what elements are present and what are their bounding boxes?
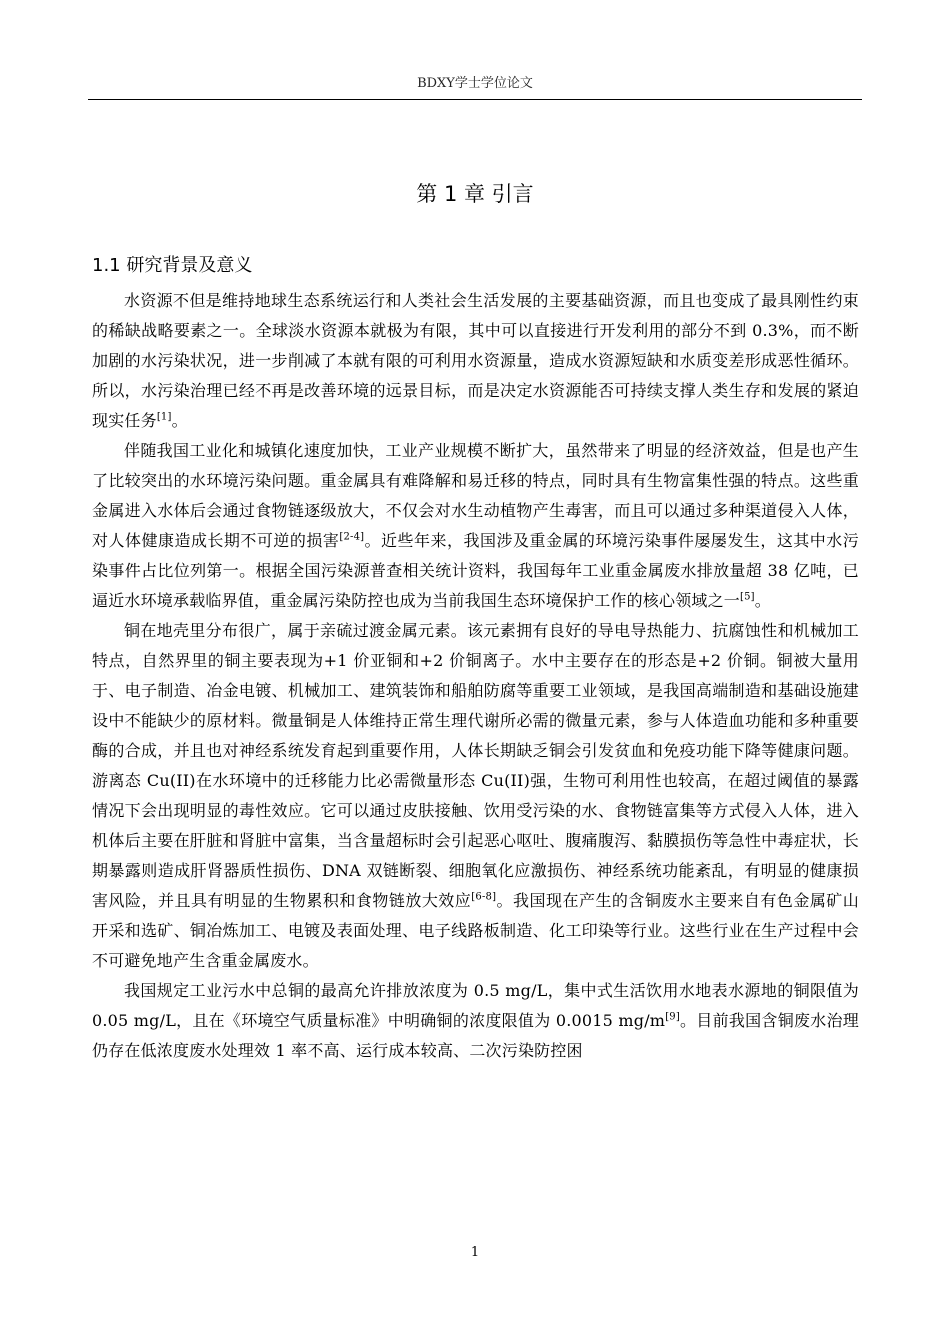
citation-ref: [2-4]: [339, 531, 365, 543]
paragraph-copper: [92, 616, 859, 976]
citation-ref: [5]: [740, 591, 755, 603]
page-header: BDXY学士学位论文: [417, 76, 533, 91]
page-number: 1: [470, 1245, 480, 1260]
body-text: [92, 286, 859, 1066]
paragraph-text: 铜在地壳里分布很广，属于亲硫过渡金属元素。该元素拥有良好的导电导热能力、抗腐蚀性和机械加工特点，自然界里的铜主要表现为+1 价亚铜和+2 价铜离子。水中主要存在的形态是+2 价铜。铜被大量用于、电子制造、冶金电镀、机械加工、建筑装饰和船舶防腐等重要工业领域，是我国高端制造和基础设施建设中不能缺少的原材料。微量铜是人体维持正常生理代谢所必需的微量元素，参与人体造血功能和多种重要酶的合成，并且也对神经系统发育起到重要作用，人体长期缺乏铜会引发贫血和免疫功能下降等健康问题。游离态 Cu(II)在水环境中的迁移能力比必需微量形态 Cu(II)强，生物可利用性也较高，在超过阈值的暴露情况下会出现明显的毒性效应。它可以通过皮肤接触、饮用受污染的水、食物链富集等方式侵入人体，进入机体后主要在肝脏和肾脏中富集，当含量超标时会引起恶心呕吐、腹痛腹泻、黏膜损伤等急性中毒症状，长期暴露则造成肝肾器质性损伤、DNA 双链断裂、细胞氧化应激损伤、神经系统功能紊乱，有明显的健康损害风险，并且具有明显的生物累积和食物链放大效应: [92, 621, 859, 910]
paragraph-text: 水资源不但是维持地球生态系统运行和人类社会生活发展的主要基础资源，而且也变成了最具刚性约束的稀缺战略要素之一。全球淡水资源本就极为有限，其中可以直接进行开发利用的部分不到 0.3%，而不断加剧的水污染状况，进一步削减了本就有限的可利用水资源量，造成水资源短缺和水质变差形成恶性循环。所以，水污染治理已经不再是改善环境的远景目标，而是决定水资源能否可持续支撑人类生存和发展的紧迫现实任务: [92, 291, 859, 430]
paragraph-water-resources: [92, 286, 859, 436]
paragraph-text: 。目前我国含铜废水治理仍存在低浓度废水处理效 1 率不高、运行成本较高、二次污染防控困: [92, 1011, 860, 1060]
paragraph-regulations: [92, 976, 859, 1066]
paragraph-text: 。: [754, 591, 771, 610]
section-title: 1.1 研究背景及意义: [92, 255, 253, 276]
paragraph-text: 伴随我国工业化和城镇化速度加快，工业产业规模不断扩大，虽然带来了明显的经济效益，但是也产生了比较突出的水环境污染问题。重金属具有难降解和易迁移的特点，同时具有生物富集性强的特点。这些重金属进入水体后会通过食物链逐级放大，不仅会对水生动植物产生毒害，而且可以通过多种渠道侵入人体，对人体健康造成长期不可逆的损害: [92, 441, 859, 550]
paragraph-text: 。近些年来，我国涉及重金属的环境污染事件屡屡发生，这其中水污染事件占比位列第一。根据全国污染源普查相关统计资料，我国每年工业重金属废水排放量超 38 亿吨，已逼近水环境承载临界值，重金属污染防控也成为当前我国生态环境保护工作的核心领域之一: [92, 531, 859, 610]
header-rule: [88, 99, 862, 100]
citation-ref: [1]: [156, 411, 172, 423]
citation-ref: [9]: [665, 1011, 680, 1023]
chapter-title: 第 1 章 引言: [416, 182, 534, 206]
paragraph-heavy-metals: [92, 436, 859, 616]
paragraph-text: 我国规定工业污水中总铜的最高允许排放浓度为 0.5 mg/L，集中式生活饮用水地表水源地的铜限值为 0.05 mg/L，且在《环境空气质量标准》中明确铜的浓度限值为 0.0015 mg/m: [92, 981, 859, 1030]
paragraph-text: 。: [171, 411, 188, 430]
citation-ref: [6-8]: [471, 891, 497, 903]
paragraph-text: 。我国现在产生的含铜废水主要来自有色金属矿山开采和选矿、铜冶炼加工、电镀及表面处理、电子线路板制造、化工印染等行业。这些行业在生产过程中会不可避免地产生含重金属废水。: [92, 891, 859, 970]
